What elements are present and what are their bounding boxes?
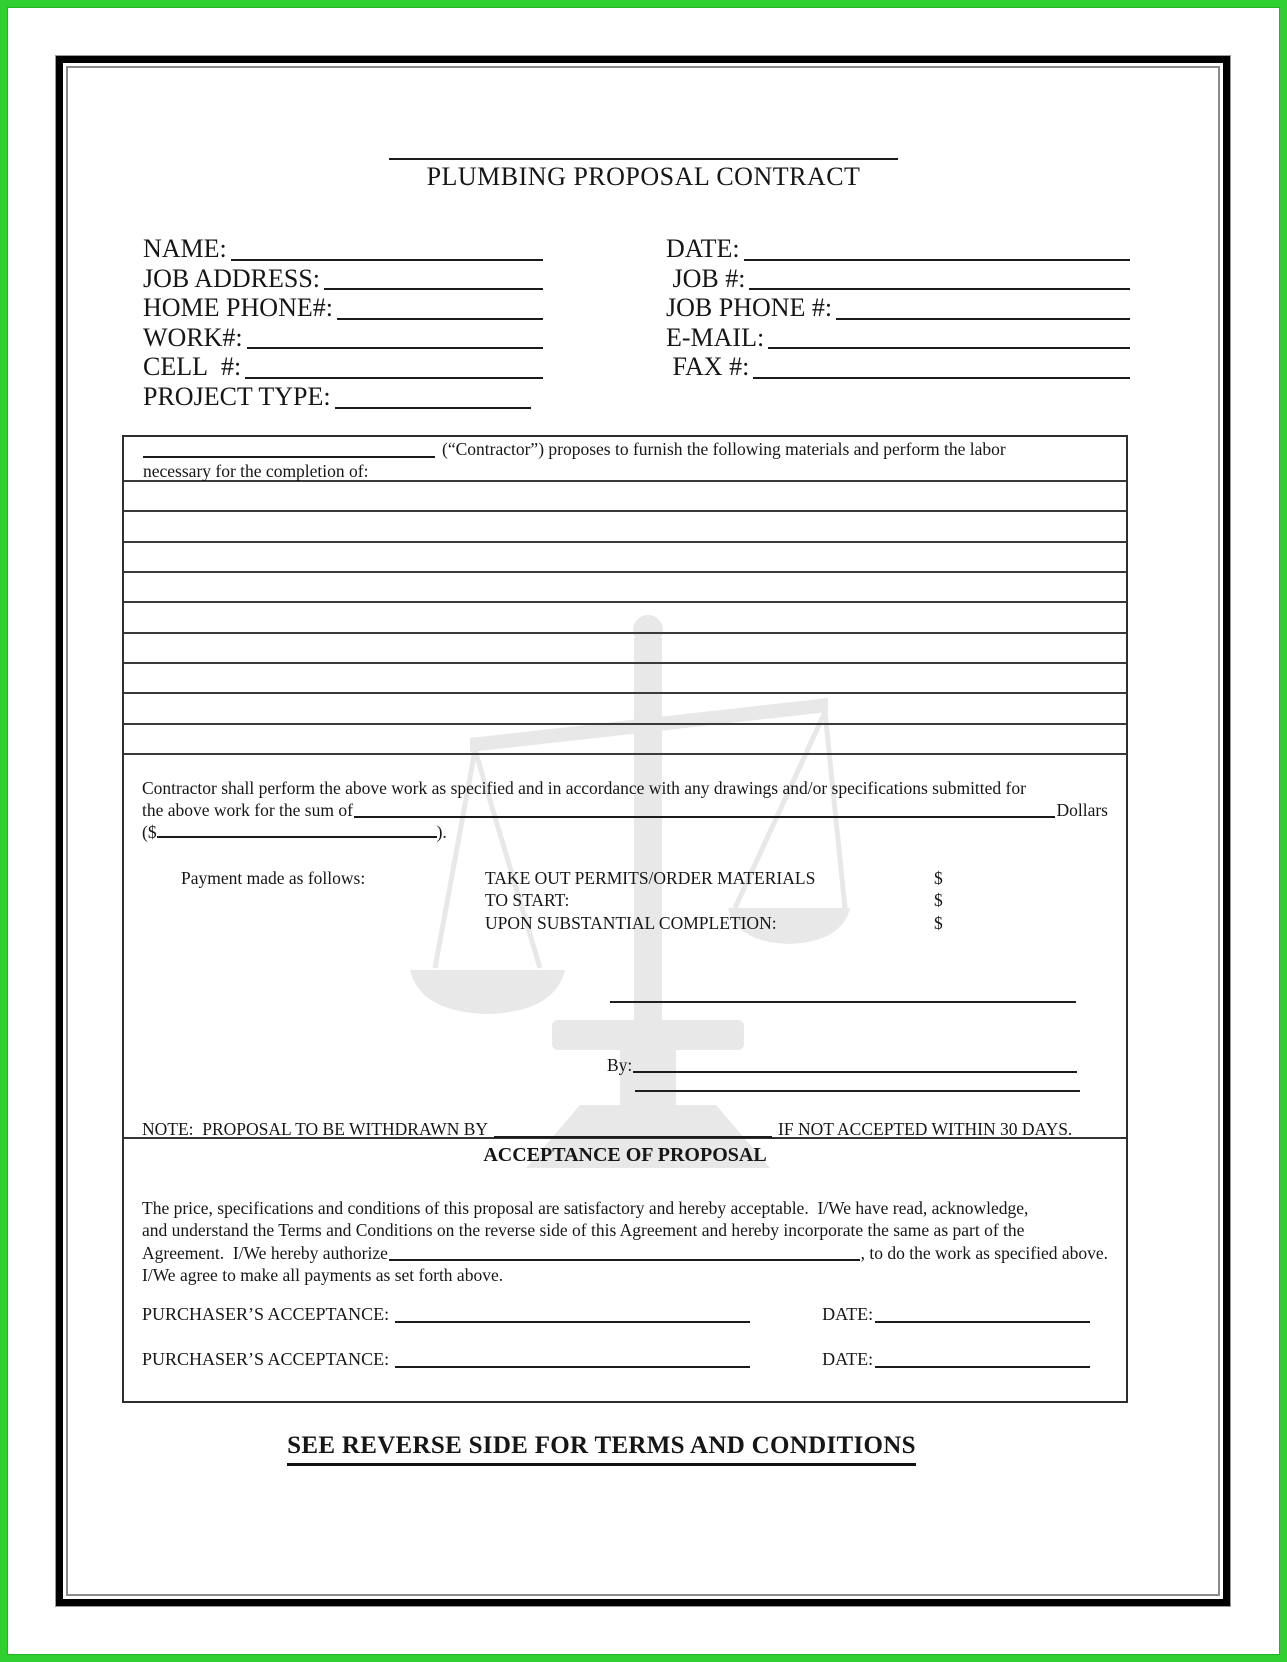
payment-label: Payment made as follows: [181,867,366,888]
work-description-row [124,603,1126,633]
field-project-type [143,382,543,412]
purchaser-acceptance-label: PURCHASER’S ACCEPTANCE: [142,1304,390,1325]
reverse-side-notice: SEE REVERSE SIDE FOR TERMS AND CONDITIONS [287,1432,916,1466]
field-cell-phone [143,352,543,382]
purchaser-date-blank-line [875,1366,1090,1368]
document-title: PLUMBING PROPOSAL CONTRACT [426,162,861,191]
field-email [666,323,1130,353]
withdrawal-date-blank-line [494,1136,772,1138]
dollar-sign: $ [934,890,943,911]
dollar-sign: $ [934,912,943,933]
work-description-row [124,573,1126,603]
home-phone-label: HOME PHONE#: [143,293,333,323]
purchaser-acceptance-row [142,1348,1090,1370]
field-job-phone [666,293,1130,323]
payment-schedule [124,867,1126,934]
job-phone-label: JOB PHONE #: [666,293,833,323]
sum-line2-suffix: Dollars [1056,799,1108,820]
name-label: NAME: [143,234,227,263]
sum-line1: Contractor shall perform the above work as specified and in accordance with any drawings and/or specifications submitted for [142,777,1026,798]
job-address-blank-line [324,287,543,290]
sum-amount-words-blank-line [354,816,1056,818]
field-home-phone [143,293,543,323]
note-prefix: NOTE: PROPOSAL TO BE WITHDRAWN BY [142,1118,489,1139]
work-description-row [124,634,1126,664]
proposal-box [122,435,1128,1403]
acceptance-section [124,1144,1126,1406]
sum-line3-suffix: ). [436,821,447,842]
project-type-label: PROJECT TYPE: [143,381,331,411]
acceptance-heading: ACCEPTANCE OF PROPOSAL [483,1143,767,1166]
purchaser-signature-blank-line [395,1321,750,1323]
acceptance-line2: and understand the Terms and Conditions on the reverse side of this Agreement and hereby incorporate the same as part of the [142,1220,1025,1241]
work-description-row [124,512,1126,542]
job-number-blank-line [749,287,1130,290]
field-fax [666,352,1130,382]
payment-item-permits [485,867,1126,889]
purchaser-date-label: DATE: [822,1304,874,1325]
payment-item-name: TAKE OUT PERMITS/ORDER MATERIALS [485,867,816,888]
field-name [143,234,543,264]
field-job-address [143,264,543,294]
job-number-label: JOB #: [666,263,746,293]
footer-block [56,1432,1147,1466]
payment-item-name: TO START: [485,890,570,911]
by-signature-blank-line [633,1071,1077,1073]
date-blank-line [744,258,1130,261]
work-description-row [124,725,1126,755]
header-fields-left [143,234,543,412]
sum-line3 [142,821,1108,843]
cell-phone-blank-line [245,376,543,379]
field-work-phone [143,323,543,353]
payment-item-completion [485,912,1126,934]
purchaser-date-blank-line [875,1321,1090,1323]
acceptance-line1: The price, specifications and conditions of this proposal are satisfactory and hereby acceptable. I/We have read, acknowledge, [142,1197,1029,1218]
name-blank-line [231,258,543,261]
purchaser-acceptance-row [142,1303,1090,1325]
project-type-blank-line [335,406,531,409]
sum-line2 [142,799,1108,821]
fax-blank-line [753,376,1130,379]
payment-items [485,867,1126,934]
sum-line2-prefix: the above work for the sum of [142,799,353,820]
header-fields-right [666,234,1130,382]
work-description-row [124,694,1126,724]
contractor-intro-text: (“Contractor”) proposes to furnish the following materials and perform the labor [442,439,1006,459]
contractor-intro-line2: necessary for the completion of: [143,460,369,481]
sum-amount-figures-blank-line [157,821,437,838]
work-description-row [124,482,1126,512]
work-description-row [124,543,1126,573]
signature-title-blank-line [635,1090,1080,1092]
purchaser-date-label: DATE: [822,1349,874,1370]
purchaser-signature-blank-line [395,1366,750,1368]
payment-item-name: UPON SUBSTANTIAL COMPLETION: [485,912,777,933]
purchaser-acceptance-label: PURCHASER’S ACCEPTANCE: [142,1349,390,1370]
terms-section [124,755,1126,1139]
email-label: E-MAIL: [666,322,765,352]
work-phone-blank-line [247,346,543,349]
field-date [666,234,1130,264]
sum-line3-prefix: ($ [142,821,157,842]
acceptance-paragraph [124,1197,1126,1286]
field-job-number [666,264,1130,294]
dollar-sign: $ [934,867,943,888]
work-description-row [124,664,1126,694]
cell-phone-label: CELL #: [143,352,242,382]
home-phone-blank-line [337,317,543,320]
sum-paragraph [124,755,1126,843]
job-address-label: JOB ADDRESS: [143,263,320,293]
acceptance-line3-suffix: , to do the work as specified above. [860,1242,1108,1263]
acceptance-line4: I/We agree to make all payments as set forth above. [142,1264,504,1285]
contractor-name-blank-line [143,456,435,458]
job-phone-blank-line [836,317,1130,320]
company-name-line [389,124,898,160]
acceptance-line3-prefix: Agreement. I/We hereby authorize [142,1242,388,1263]
email-blank-line [768,346,1130,349]
by-signature-row [607,1055,1078,1076]
contractor-intro-row [124,437,1126,482]
withdrawal-note-row [142,1119,1098,1140]
work-phone-label: WORK#: [143,322,243,352]
by-label: By: [607,1054,633,1075]
contractor-intro-line1 [143,439,1116,461]
fax-label: FAX #: [666,352,750,382]
title-block [0,124,1287,192]
contractor-company-blank-line [610,1001,1076,1003]
note-suffix: IF NOT ACCEPTED WITHIN 30 DAYS. [778,1118,1073,1139]
date-label: DATE: [666,234,740,263]
payment-item-start [485,889,1126,911]
authorized-contractor-blank-line [389,1259,860,1261]
acceptance-line3 [142,1242,1108,1264]
